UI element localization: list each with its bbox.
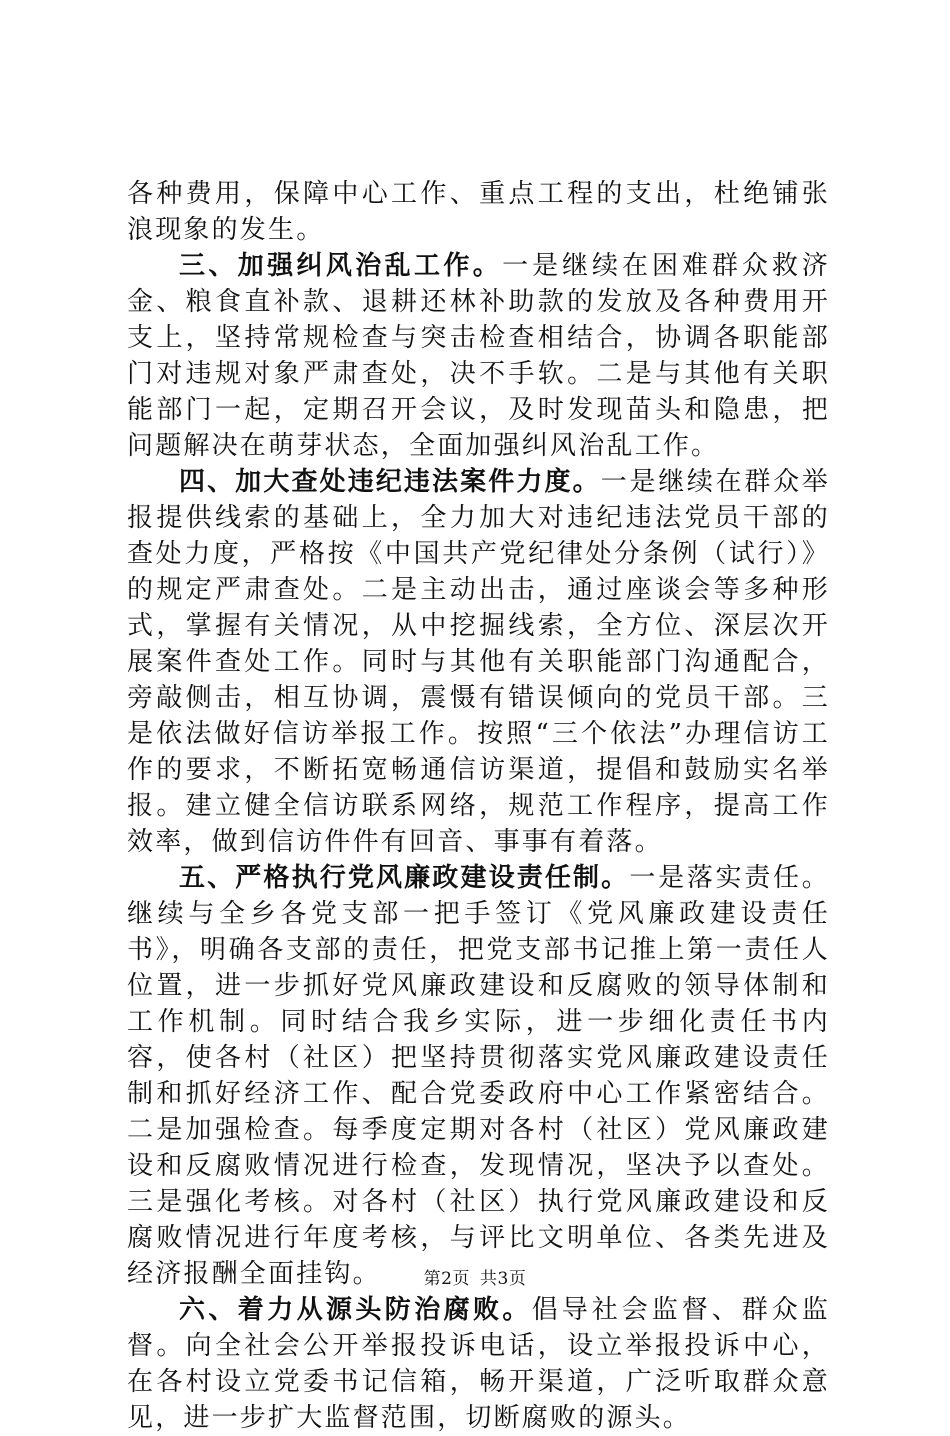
paragraph-continuation <box>127 176 830 248</box>
section-heading: 三、加强纠风治乱工作。 <box>179 251 503 281</box>
paragraph-body: 各种费用，保障中心工作、重点工程的支出，杜绝铺张浪现象的发生。 <box>127 179 830 245</box>
page-total: 共3页 <box>480 1269 527 1289</box>
section-heading: 四、加大查处违纪违法案件力度。 <box>179 467 601 497</box>
paragraph-body: 一是继续在困难群众救济金、粮食直补款、退耕还林补助款的发放及各种费用开支上，坚持常规检查与突击检查相结合，协调各职能部门对违规对象严肃查处，决不手软。二是与其他有关职能部门一起，定期召开会议，及时发现苗头和隐患，把问题解决在萌芽状态，全面加强纠风治乱工作。 <box>127 251 831 461</box>
section-heading: 五、严格执行党风廉政建设责任制。 <box>179 863 630 893</box>
page-number: 第2页 <box>423 1269 470 1289</box>
paragraph-body: 一是落实责任。继续与全乡各党支部一把手签订《党风廉政建设责任书》，明确各支部的责任，把党支部书记推上第一责任人位置，进一步抓好党风廉政建设和反腐败的领导体制和工作机制。同时结合我乡实际，进一步细化责任书内容，使各村（社区）把坚持贯彻落实党风廉政建设责任制和抓好经济工作、配合党委政府中心工作紧密结合。二是加强检查。每季度定期对各村（社区）党风廉政建设和反腐败情况进行检查，发现情况，坚决予以查处。三是强化考核。对各村（社区）执行党风廉政建设和反腐败情况进行年度考核，与评比文明单位、各类先进及经济报酬全面挂钩。 <box>127 863 830 1289</box>
paragraph-section-5 <box>127 860 830 1292</box>
paragraph-section-6 <box>127 1292 830 1436</box>
paragraph-body: 一是继续在群众举报提供线索的基础上，全力加大对违纪违法党员干部的查处力度，严格按《中国共产党纪律处分条例（试行）》的规定严肃查处。二是主动出击，通过座谈会等多种形式，掌握有关情况，从中挖掘线索，全方位、深层次开展案件查处工作。同时与其他有关职能部门沟通配合，旁敲侧击，相互协调，震慑有错误倾向的党员干部。三是依法做好信访举报工作。按照“三个依法”办理信访工作的要求，不断拓宽畅通信访渠道，提倡和鼓励实名举报。建立健全信访联系网络，规范工作程序，提高工作效率，做到信访件件有回音、事事有着落。 <box>127 467 830 857</box>
document-body <box>127 176 830 1436</box>
paragraph-body: 倡导社会监督、群众监督。向全社会公开举报投诉电话，设立举报投诉中心，在各村设立党委书记信箱，畅开渠道，广泛听取群众意见，进一步扩大监督范围，切断腐败的源头。 <box>127 1295 830 1433</box>
section-heading: 六、着力从源头防治腐败。 <box>179 1295 532 1325</box>
paragraph-section-4 <box>127 464 830 860</box>
paragraph-section-3 <box>127 248 830 464</box>
page-footer <box>0 1264 950 1289</box>
